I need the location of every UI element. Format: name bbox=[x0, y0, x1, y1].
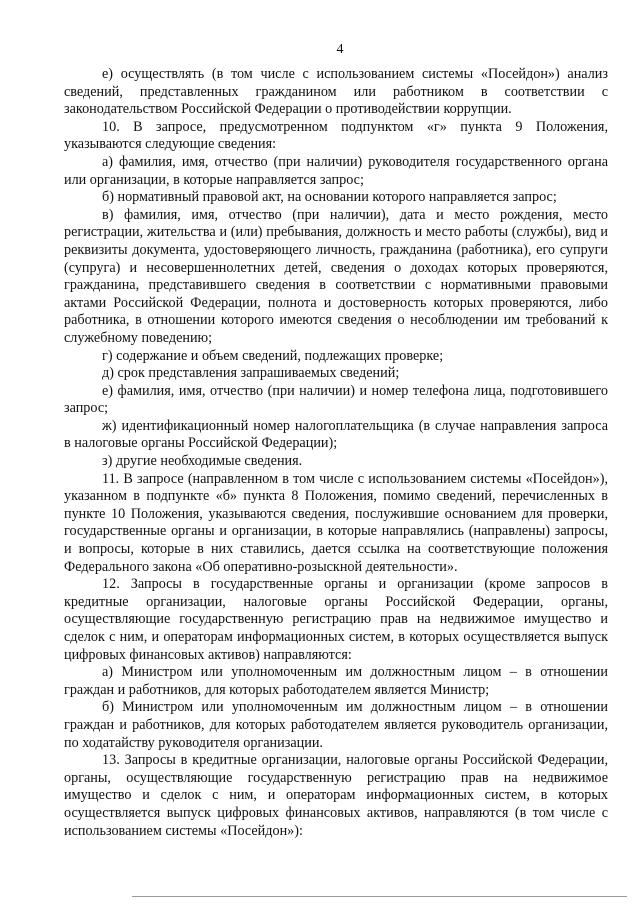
paragraph-10d: д) срок представления запрашиваемых сведений; bbox=[102, 365, 400, 382]
paragraph-10g: г) содержание и объем сведений, подлежащих проверке; bbox=[102, 347, 444, 364]
bottom-divider bbox=[132, 896, 627, 897]
paragraph-10b: б) нормативный правовой акт, на основании которого направляется запрос; bbox=[102, 189, 557, 206]
paragraph-10v: в) фамилия, имя, отчество (при наличии), дата и место рождения, место регистрации, жительства и (или) пребывания, должность и место работы (службы), вид и реквизиты документа, удостоверяющего личность, гражданина (работника), его супруги (супруга) и несовершеннолетних детей, сведения о доходах которых проверяются, гражданина, представившего сведения в соответствии с нормативными правовыми актами Российской Федерации, полнота и достоверность которых проверяются, либо работника, в отношении которого имеются сведения о несоблюдении им требований к служебному поведению; bbox=[64, 206, 608, 346]
paragraph-9e: е) осуществлять (в том числе с использованием системы «Посейдон») анализ сведений, представленных гражданином или работником в соответствии с законодательством Российской Федерации о противодействии коррупции. bbox=[64, 66, 608, 118]
paragraph-12: 12. Запросы в государственные органы и организации (кроме запросов в кредитные организации, налоговые органы Российской Федерации, органы, осуществляющие государственную регистрацию прав на недвижимое имущество и сделок с ним, и операторам информационных систем, в которых осуществляется выпуск цифровых финансовых активов) направляются: bbox=[64, 576, 608, 663]
paragraph-10: 10. В запросе, предусмотренном подпунктом «г» пункта 9 Положения, указываются следующие сведения: bbox=[64, 118, 608, 153]
paragraph-11: 11. В запросе (направленном в том числе с использованием системы «Посейдон»), указанном в подпункте «б» пункта 8 Положения, помимо сведений, перечисленных в пункте 10 Положения, указываются сведения, послужившие основанием для проверки, государственные органы и организации, в которые направлялись (направлены) запросы, и вопросы, которые в них ставились, дается ссылка на соответствующие положения Федерального закона «Об оперативно-розыскной деятельности». bbox=[64, 470, 608, 575]
page-number: 4 bbox=[336, 42, 344, 57]
paragraph-10a: а) фамилия, имя, отчество (при наличии) руководителя государственного органа или организации, в которые направляется запрос; bbox=[64, 153, 608, 188]
paragraph-12b: б) Министром или уполномоченным им должностным лицом – в отношении граждан и работников, для которых работодателем является руководитель организации, по ходатайству руководителя организации. bbox=[64, 699, 608, 751]
paragraph-13: 13. Запросы в кредитные организации, налоговые органы Российской Федерации, органы, осуществляющие государственную регистрацию прав на недвижимое имущество и сделок с ним, и операторам информационных систем, в которых осуществляется выпуск цифровых финансовых активов, направляются (в том числе с использованием системы «Посейдон»): bbox=[64, 752, 608, 839]
paragraph-10zh: ж) идентификационный номер налогоплательщика (в случае направления запроса в налоговые органы Российской Федерации); bbox=[64, 417, 608, 452]
paragraph-10z: з) другие необходимые сведения. bbox=[102, 453, 303, 470]
paragraph-10e: е) фамилия, имя, отчество (при наличии) и номер телефона лица, подготовившего запрос; bbox=[64, 382, 608, 417]
paragraph-12a: а) Министром или уполномоченным им должностным лицом – в отношении граждан и работников, для которых работодателем является Министр; bbox=[64, 664, 608, 698]
